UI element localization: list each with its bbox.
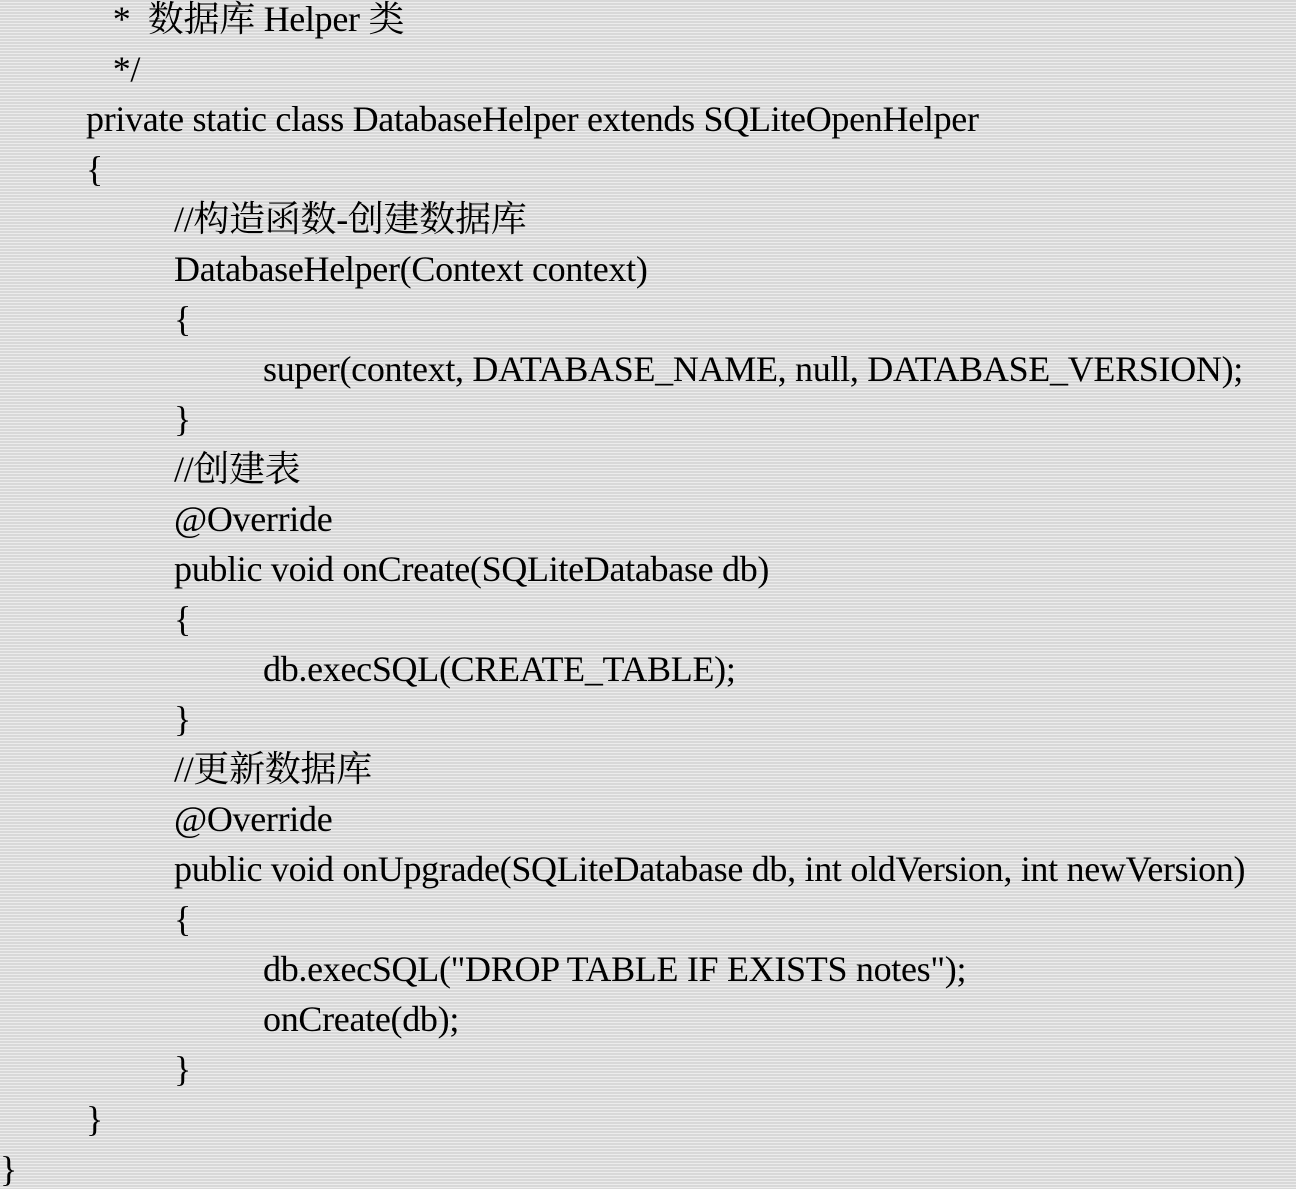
code-line-oncreate-open-brace: { (174, 599, 191, 639)
code-line-comment-constructor: //构造函数-创建数据库 (174, 199, 527, 239)
code-line-override-annotation-2: @Override (174, 799, 333, 839)
code-line-class-close-brace: } (86, 1099, 103, 1139)
code-line-call-oncreate: onCreate(db); (263, 999, 460, 1039)
code-line-comment-end: */ (104, 49, 141, 89)
code-line-class-open-brace: { (86, 149, 103, 189)
code-line-comment-create-table: //创建表 (174, 449, 301, 489)
code-line-override-annotation-1: @Override (174, 499, 333, 539)
code-line-exec-create-table: db.execSQL(CREATE_TABLE); (263, 649, 736, 689)
code-line-onupgrade-close-brace: } (174, 1049, 191, 1089)
code-line-oncreate-signature: public void onCreate(SQLiteDatabase db) (174, 549, 770, 589)
code-line-oncreate-close-brace: } (174, 699, 191, 739)
code-line-onupgrade-open-brace: { (174, 899, 191, 939)
code-line-super-call: super(context, DATABASE_NAME, null, DATABASE_VERSION); (263, 349, 1243, 389)
code-line-comment-helper-title: * 数据库 Helper 类 (104, 0, 405, 39)
code-line-onupgrade-signature: public void onUpgrade(SQLiteDatabase db, int oldVersion, int newVersion) (174, 849, 1246, 889)
code-line-comment-upgrade: //更新数据库 (174, 749, 372, 789)
code-line-class-declaration: private static class DatabaseHelper extends SQLiteOpenHelper (86, 99, 979, 139)
code-line-constructor-signature: DatabaseHelper(Context context) (174, 249, 648, 289)
code-line-outer-close-brace: } (0, 1149, 17, 1189)
code-line-constructor-close-brace: } (174, 399, 191, 439)
code-line-constructor-open-brace: { (174, 299, 191, 339)
code-line-exec-drop-table: db.execSQL("DROP TABLE IF EXISTS notes"); (263, 949, 967, 989)
